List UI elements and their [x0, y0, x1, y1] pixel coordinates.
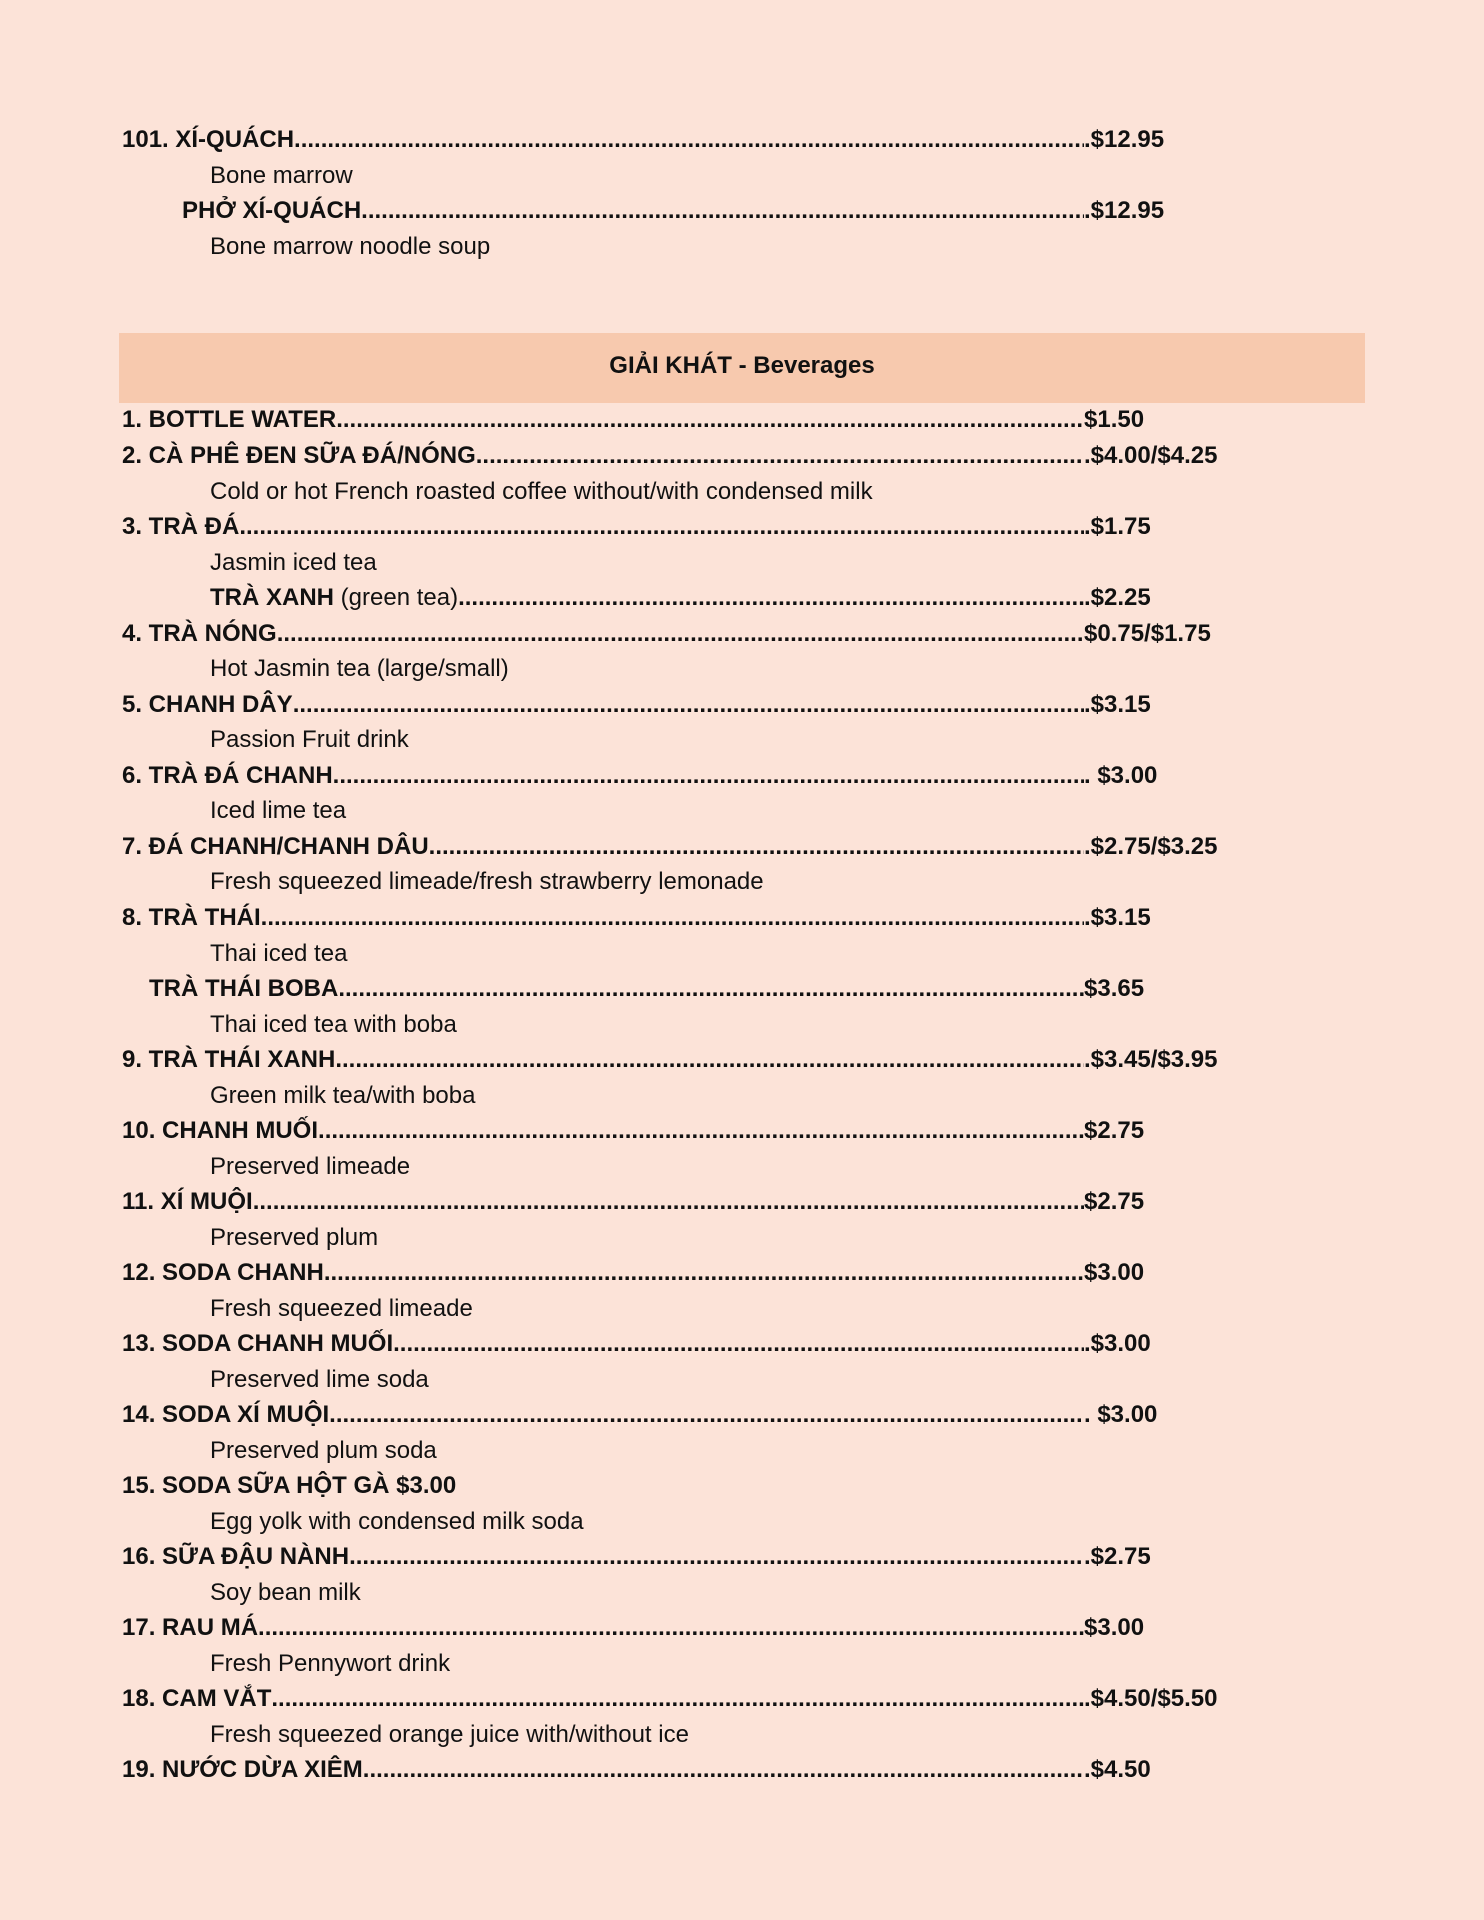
- menu-item-da-chanh: [122, 829, 1084, 865]
- item-description: Egg yolk with condensed milk soda: [210, 1508, 584, 1535]
- item-name-bold: TRÀ XANH: [210, 584, 334, 611]
- item-description: Fresh squeezed limeade: [210, 1295, 473, 1322]
- leader-dots: [361, 193, 1084, 229]
- menu-item-soda-chanh: [122, 1255, 1084, 1291]
- item-price: $3.00: [1084, 1259, 1145, 1286]
- leader-dots: [294, 122, 1084, 158]
- item-description: Passion Fruit drink: [210, 726, 409, 753]
- item-price: .$12.95: [1084, 126, 1165, 153]
- menu-item-pho-xi-quach: [182, 193, 1084, 229]
- item-name: 6. TRÀ ĐÁ CHANH: [122, 762, 333, 789]
- menu-item-xi-quach: [122, 122, 1084, 158]
- menu-item-cam-vat: [122, 1681, 1084, 1717]
- menu-item-rau-ma: [122, 1610, 1084, 1646]
- item-description: Thai iced tea with boba: [210, 1011, 457, 1038]
- leader-dots: [318, 1113, 1084, 1149]
- menu-item-xi-muoi: [122, 1184, 1084, 1220]
- leader-dots: [363, 1752, 1084, 1788]
- menu-item-soda-xi-muoi: [122, 1397, 1084, 1433]
- item-description: Bone marrow: [210, 162, 353, 189]
- leader-dots: [293, 687, 1084, 723]
- item-price: .$3.45/$3.95: [1084, 1046, 1218, 1073]
- item-description: Fresh squeezed orange juice with/without ice: [210, 1721, 689, 1748]
- leader-dots: [329, 1397, 1084, 1433]
- menu-item-chanh-muoi: [122, 1113, 1084, 1149]
- item-name: 13. SODA CHANH MUỐI: [122, 1330, 394, 1357]
- leader-dots: [335, 1042, 1084, 1078]
- item-price: .$4.00/$4.25: [1084, 442, 1218, 469]
- menu-item-ca-phe: [122, 438, 1084, 474]
- menu-item-tra-thai: [122, 900, 1084, 936]
- leader-dots: [333, 758, 1084, 794]
- item-price: . $3.00: [1084, 1401, 1158, 1428]
- item-name: 1. BOTTLE WATER: [122, 406, 337, 433]
- menu-item-tra-xanh: [210, 580, 1084, 616]
- leader-dots: [393, 1326, 1084, 1362]
- item-name: 17. RAU MÁ: [122, 1614, 259, 1641]
- item-name: 101. XÍ-QUÁCH: [122, 126, 295, 153]
- item-price: $0.75/$1.75: [1084, 620, 1211, 647]
- menu-item-tra-thai-xanh: [122, 1042, 1084, 1078]
- item-price: $2.75: [1084, 1117, 1145, 1144]
- item-name: 5. CHANH DÂY: [122, 691, 293, 718]
- leader-dots: [429, 829, 1084, 865]
- leader-dots: [338, 971, 1084, 1007]
- item-description: Thai iced tea: [210, 940, 348, 967]
- leader-dots: [336, 402, 1084, 438]
- leader-dots: [324, 1255, 1084, 1291]
- item-description: Preserved limeade: [210, 1153, 411, 1180]
- item-description: Soy bean milk: [210, 1579, 361, 1606]
- menu-item-chanh-day: [122, 687, 1084, 723]
- item-name: PHỞ XÍ-QUÁCH: [182, 197, 362, 224]
- leader-dots: [277, 616, 1084, 652]
- item-description: Preserved lime soda: [210, 1366, 429, 1393]
- item-name: 2. CÀ PHÊ ĐEN SỮA ĐÁ/NÓNG: [122, 442, 476, 469]
- item-description: Fresh Pennywort drink: [210, 1650, 451, 1677]
- menu-item-soda-sua-hot-ga: 15. SODA SỮA HỘT GÀ $3.00: [122, 1472, 457, 1499]
- item-price: $3.65: [1084, 975, 1145, 1002]
- item-price: .$3.00: [1084, 1330, 1151, 1357]
- item-description: Green milk tea/with boba: [210, 1082, 476, 1109]
- item-name: 3. TRÀ ĐÁ: [122, 513, 240, 540]
- item-description: Jasmin iced tea: [210, 549, 377, 576]
- item-price: .$4.50: [1084, 1756, 1151, 1783]
- leader-dots: [271, 1681, 1084, 1717]
- leader-dots: [476, 438, 1084, 474]
- item-price: $2.75: [1084, 1188, 1145, 1215]
- item-name-note: (green tea): [334, 584, 459, 611]
- item-price: .$2.25: [1084, 584, 1151, 611]
- item-price: .$12.95: [1084, 197, 1165, 224]
- item-description: Hot Jasmin tea (large/small): [210, 655, 509, 682]
- item-description: Iced lime tea: [210, 797, 347, 824]
- leader-dots: [261, 900, 1084, 936]
- item-name: TRÀ THÁI BOBA: [149, 975, 339, 1002]
- item-price: .$1.75: [1084, 513, 1151, 540]
- leader-dots: [349, 1539, 1084, 1575]
- leader-dots: [253, 1184, 1084, 1220]
- leader-dots: [239, 509, 1084, 545]
- item-description: Bone marrow noodle soup: [210, 233, 491, 260]
- section-title: GIẢI KHÁT - Beverages: [609, 352, 875, 379]
- item-name: 14. SODA XÍ MUỘI: [122, 1401, 330, 1428]
- item-name: [210, 580, 458, 616]
- item-price: $1.50: [1084, 406, 1145, 433]
- menu-item-tra-thai-boba: [149, 971, 1084, 1007]
- item-price: . $3.00: [1084, 762, 1158, 789]
- section-header-beverages: [119, 333, 1365, 403]
- leader-dots: [458, 580, 1084, 616]
- item-name: 16. SỮA ĐẬU NÀNH: [122, 1543, 350, 1570]
- item-price: .$3.15: [1084, 904, 1151, 931]
- menu-item-bottle-water: [122, 402, 1084, 438]
- leader-dots: [258, 1610, 1084, 1646]
- item-name: 19. NƯỚC DỪA XIÊM: [122, 1756, 363, 1783]
- menu-item-sua-dau-nanh: [122, 1539, 1084, 1575]
- item-description: Preserved plum soda: [210, 1437, 437, 1464]
- menu-item-tra-da: [122, 509, 1084, 545]
- item-name: 4. TRÀ NÓNG: [122, 620, 277, 647]
- item-description: Fresh squeezed limeade/fresh strawberry lemonade: [210, 868, 764, 895]
- menu-item-tra-da-chanh: [122, 758, 1084, 794]
- menu-item-nuoc-dua-xiem: [122, 1752, 1084, 1788]
- item-price: .$3.15: [1084, 691, 1151, 718]
- menu-item-soda-chanh-muoi: [122, 1326, 1084, 1362]
- item-description: Preserved plum: [210, 1224, 379, 1251]
- menu-item-tra-nong: [122, 616, 1084, 652]
- item-price: .$2.75: [1084, 1543, 1151, 1570]
- item-price: .$4.50/$5.50: [1084, 1685, 1218, 1712]
- item-name: 8. TRÀ THÁI: [122, 904, 261, 931]
- item-price: $3.00: [1084, 1614, 1145, 1641]
- item-name: 11. XÍ MUỘI: [122, 1188, 253, 1215]
- item-name: 18. CAM VẮT: [122, 1685, 272, 1712]
- item-name: 7. ĐÁ CHANH/CHANH DÂU: [122, 833, 429, 860]
- item-name: 9. TRÀ THÁI XANH: [122, 1046, 336, 1073]
- item-name: 10. CHANH MUỐI: [122, 1117, 319, 1144]
- item-description: Cold or hot French roasted coffee without/with condensed milk: [210, 478, 873, 505]
- item-name: 12. SODA CHANH: [122, 1259, 324, 1286]
- item-price: .$2.75/$3.25: [1084, 833, 1218, 860]
